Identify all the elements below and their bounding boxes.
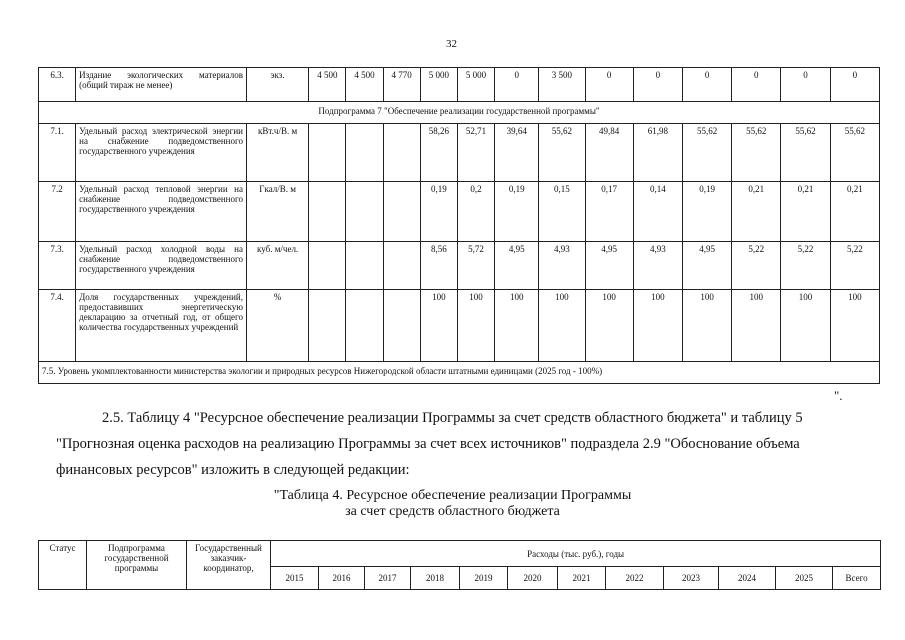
year-header: 2018 — [411, 567, 460, 590]
year-header: 2024 — [719, 567, 776, 590]
value-cell — [309, 182, 346, 242]
row-number: 6.3. — [39, 68, 76, 102]
value-cell: 4,93 — [633, 242, 682, 290]
header-status: Статус — [39, 541, 87, 590]
value-cell: 100 — [457, 290, 494, 362]
value-cell: 100 — [539, 290, 585, 362]
table-row — [39, 102, 880, 124]
value-cell: 100 — [781, 290, 830, 362]
value-cell — [383, 182, 420, 242]
paragraph-line: "Прогнозная оценка расходов на реализацию Программы за счет всех источников" подраздела 2.9 "Обоснование объема — [56, 436, 800, 452]
indicators-table — [38, 67, 880, 384]
value-cell: 5,22 — [732, 242, 781, 290]
value-cell — [383, 290, 420, 362]
page-number: 32 — [446, 38, 457, 50]
value-cell: 4 770 — [383, 68, 420, 102]
table-row — [39, 124, 880, 182]
value-cell: 61,98 — [633, 124, 682, 182]
value-cell — [346, 242, 383, 290]
value-cell: 3 500 — [539, 68, 585, 102]
value-cell: 100 — [585, 290, 633, 362]
closing-quote: ". — [834, 388, 843, 403]
value-cell: 0,21 — [781, 182, 830, 242]
value-cell: 4 500 — [346, 68, 383, 102]
value-cell: 0 — [633, 68, 682, 102]
value-cell: 55,62 — [539, 124, 585, 182]
header-expenses: Расходы (тыс. руб.), годы — [271, 541, 881, 567]
value-cell: 0 — [682, 68, 731, 102]
value-cell: 0,21 — [830, 182, 879, 242]
value-cell: 49,84 — [585, 124, 633, 182]
resource-table — [38, 540, 881, 590]
value-cell — [383, 242, 420, 290]
row-number: 7.1. — [39, 124, 76, 182]
value-cell: 100 — [682, 290, 731, 362]
paragraph-line: финансовых ресурсов" изложить в следующей редакции: — [56, 462, 410, 478]
value-cell: 55,62 — [732, 124, 781, 182]
value-cell — [346, 124, 383, 182]
year-header: 2021 — [558, 567, 606, 590]
value-cell — [383, 124, 420, 182]
row-number: 7.3. — [39, 242, 76, 290]
table-row — [39, 182, 880, 242]
row-number: 7.4. — [39, 290, 76, 362]
total-header: Всего — [833, 567, 881, 590]
value-cell: 58,26 — [420, 124, 457, 182]
value-cell: 100 — [420, 290, 457, 362]
value-cell: 0,19 — [420, 182, 457, 242]
value-cell: 4 500 — [309, 68, 346, 102]
row-number: 7.2 — [39, 182, 76, 242]
value-cell: 8,56 — [420, 242, 457, 290]
amendment-paragraph — [58, 405, 858, 483]
value-cell — [346, 290, 383, 362]
indicator-description: Доля государственных учреждений, предоставивших энергетическую декларацию за отчетный год, от общего количества государственных учреждений — [76, 290, 247, 362]
paragraph-line: 2.5. Таблицу 4 "Ресурсное обеспечение реализации Программы за счет средств областного бюджета" и таблицу 5 — [102, 410, 803, 426]
value-cell — [346, 182, 383, 242]
value-cell: 0 — [495, 68, 539, 102]
year-header: 2025 — [776, 567, 833, 590]
value-cell: 4,95 — [585, 242, 633, 290]
value-cell: 55,62 — [781, 124, 830, 182]
table-row — [39, 290, 880, 362]
value-cell: 4,95 — [682, 242, 731, 290]
year-header: 2019 — [460, 567, 508, 590]
value-cell: 100 — [732, 290, 781, 362]
unit-cell: Гкал/В. м — [246, 182, 308, 242]
year-header: 2020 — [508, 567, 558, 590]
value-cell: 0 — [732, 68, 781, 102]
year-header: 2022 — [606, 567, 664, 590]
unit-cell: куб. м/чел. — [246, 242, 308, 290]
value-cell: 52,71 — [457, 124, 494, 182]
value-cell: 55,62 — [682, 124, 731, 182]
indicator-description: Издание экологических материалов (общий тираж не менее) — [76, 68, 247, 102]
value-cell: 0,19 — [495, 182, 539, 242]
indicator-7-5: 7.5. Уровень укомплектованности министерства экологии и природных ресурсов Нижегородской области штатными единицами (2025 год - 100%) — [39, 362, 880, 384]
table-row — [39, 242, 880, 290]
value-cell: 0,19 — [682, 182, 731, 242]
indicator-description: Удельный расход электрической энергии на снабжение подведомственного государственного учреждения — [76, 124, 247, 182]
subprogram-heading: Подпрограмма 7 "Обеспечение реализации государственной программы" — [39, 102, 880, 124]
indicator-description: Удельный расход тепловой энергии на снабжение подведомственного государственного учреждения — [76, 182, 247, 242]
caption-line: "Таблица 4. Ресурсное обеспечение реализации Программы — [273, 488, 632, 503]
value-cell: 0,2 — [457, 182, 494, 242]
value-cell: 55,62 — [830, 124, 879, 182]
value-cell: 100 — [830, 290, 879, 362]
value-cell: 4,93 — [539, 242, 585, 290]
year-header: 2015 — [271, 567, 319, 590]
value-cell: 100 — [495, 290, 539, 362]
value-cell: 0,17 — [585, 182, 633, 242]
table-row — [39, 68, 880, 102]
header-customer: Государственный заказчик-координатор, — [187, 541, 271, 590]
value-cell: 100 — [633, 290, 682, 362]
value-cell — [309, 290, 346, 362]
value-cell: 5,22 — [830, 242, 879, 290]
value-cell: 4,95 — [495, 242, 539, 290]
unit-cell: кВт.ч/В. м — [246, 124, 308, 182]
value-cell: 0,14 — [633, 182, 682, 242]
unit-cell: экз. — [246, 68, 308, 102]
value-cell: 5 000 — [457, 68, 494, 102]
year-header: 2016 — [319, 567, 365, 590]
value-cell: 0 — [585, 68, 633, 102]
indicator-description: Удельный расход холодной воды на снабжение подведомственного государственного учреждения — [76, 242, 247, 290]
year-header: 2017 — [365, 567, 411, 590]
value-cell: 0 — [830, 68, 879, 102]
unit-cell: % — [246, 290, 308, 362]
value-cell: 5,72 — [457, 242, 494, 290]
value-cell: 0,15 — [539, 182, 585, 242]
value-cell: 5,22 — [781, 242, 830, 290]
value-cell: 0,21 — [732, 182, 781, 242]
value-cell: 39,64 — [495, 124, 539, 182]
value-cell: 5 000 — [420, 68, 457, 102]
table-header-row — [39, 541, 881, 567]
caption-line: за счет средств областного бюджета — [345, 504, 560, 519]
value-cell: 0 — [781, 68, 830, 102]
value-cell — [309, 124, 346, 182]
table-row — [39, 362, 880, 384]
header-subprogram: Подпрограмма государственной программы — [87, 541, 187, 590]
value-cell — [309, 242, 346, 290]
table-caption — [0, 488, 905, 520]
year-header: 2023 — [664, 567, 719, 590]
